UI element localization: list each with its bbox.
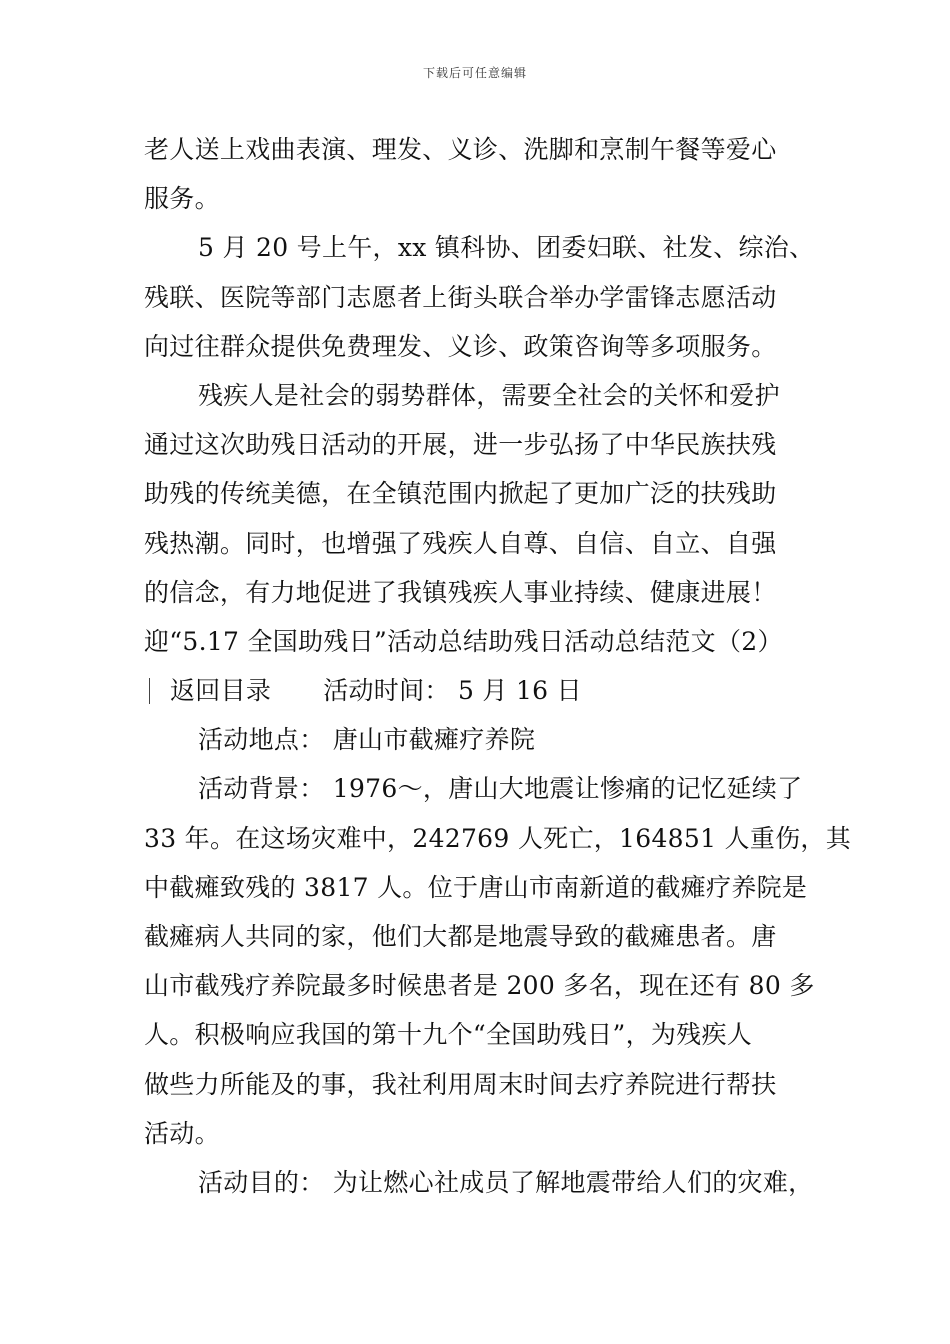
paragraph-line: 的信念，有力地促进了我镇残疾人事业持续、健康进展！ [144, 577, 777, 607]
paragraph-line: 通过这次助残日活动的开展，进一步弘扬了中华民族扶残 [144, 430, 777, 460]
paragraph-line: 残热潮。同时，也增强了残疾人自尊、自信、自立、自强 [144, 528, 777, 558]
paragraph-line: 做些力所能及的事，我社利用周末时间去疗养院进行帮扶 [144, 1069, 777, 1099]
paragraph-line: 活动背景： 1976～，唐山大地震让惨痛的记忆延续了 [198, 774, 803, 804]
paragraph-line: 33 年。在这场灾难中，242769 人死亡，164851 人重伤，其 [144, 823, 852, 853]
page-header: 下载后可任意编辑 [422, 66, 527, 80]
paragraph-line: 人。积极响应我国的第十九个“全国助残日”，为残疾人 [144, 1020, 753, 1050]
paragraph-line: 残联、医院等部门志愿者上街头联合举办学雷锋志愿活动 [144, 282, 777, 312]
activity-time: 活动时间： 5 月 16 日 [323, 676, 582, 706]
paragraph-line: 老人送上戏曲表演、理发、义诊、洗脚和烹制午餐等爱心 [144, 135, 777, 164]
paragraph-line: 活动目的： 为让燃心社成员了解地震带给人们的灾难， [198, 1167, 814, 1197]
paragraph-line: 活动地点： 唐山市截瘫疗养院 [198, 725, 536, 755]
paragraph-line: 5 月 20 号上午，xx 镇科协、团委妇联、社发、综治、 [198, 233, 815, 263]
paragraph-line: 截瘫病人共同的家，他们大都是地震导致的截瘫患者。唐 [144, 922, 777, 951]
toc-divider [149, 678, 150, 704]
section-title: 迎“5.17 全国助残日”活动总结助残日活动总结范文（2） [144, 626, 783, 656]
paragraph-line: 活动。 [144, 1118, 220, 1148]
paragraph-line: 服务。 [144, 184, 220, 214]
paragraph-line: 向过往群众提供免费理发、义诊、政策咨询等多项服务。 [144, 331, 777, 361]
paragraph-line: 山市截残疗养院最多时候患者是 200 多名，现在还有 80 多 [144, 971, 815, 1001]
document-body [144, 125, 852, 1207]
paragraph-line: 残疾人是社会的弱势群体，需要全社会的关怀和爱护 [198, 380, 780, 410]
toc-row [144, 666, 834, 715]
paragraph-line: 中截瘫致残的 3817 人。位于唐山市南新道的截瘫疗养院是 [144, 872, 808, 902]
paragraph-line: 助残的传统美德，在全镇范围内掀起了更加广泛的扶残助 [144, 479, 777, 509]
back-to-toc-link[interactable]: 返回目录 [170, 676, 272, 706]
